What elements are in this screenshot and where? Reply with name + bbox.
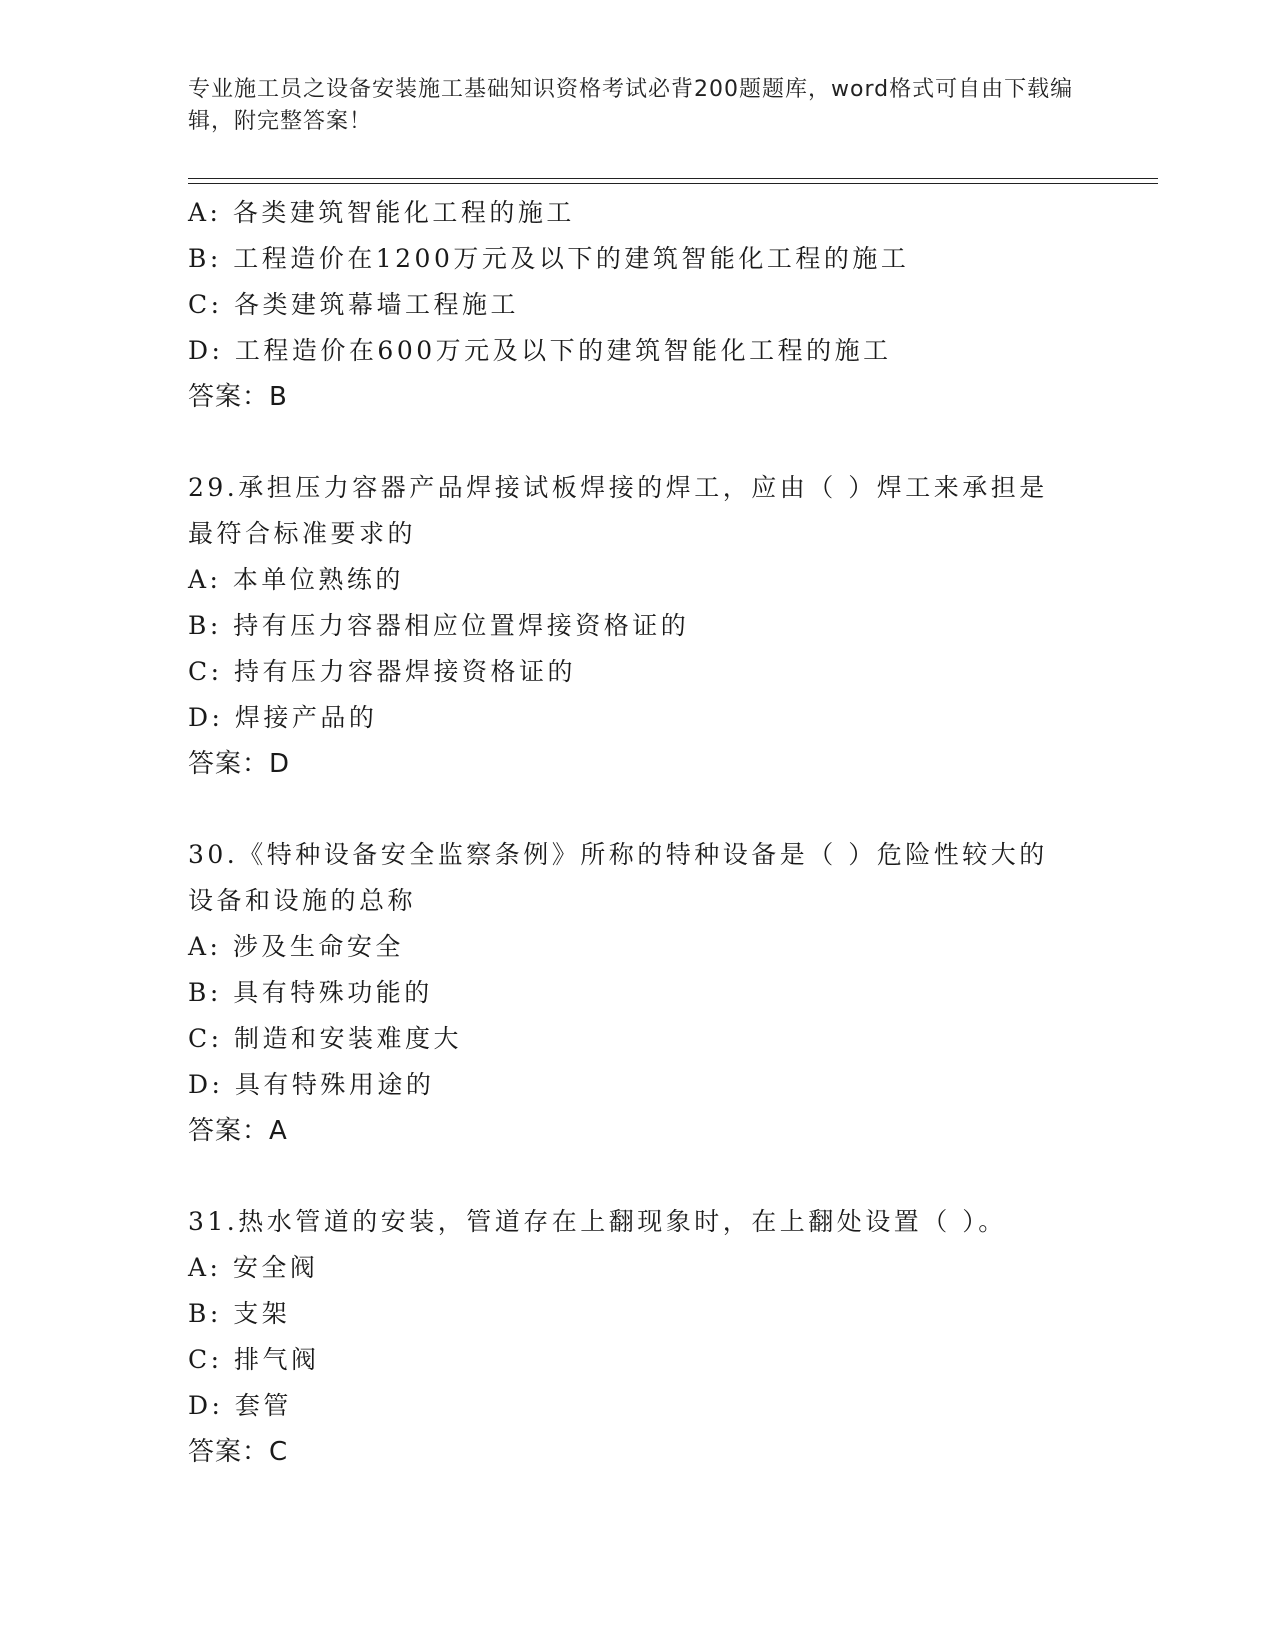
question-30 bbox=[188, 832, 1088, 1154]
option-a: A: 本单位熟练的 bbox=[188, 565, 404, 594]
question-28-continuation bbox=[188, 190, 1088, 420]
question-stem-line-1: 30.《特种设备安全监察条例》所称的特种设备是（ ）危险性较大的 bbox=[188, 840, 1048, 869]
header-divider-top bbox=[188, 178, 1158, 179]
option-b: B: 持有压力容器相应位置焊接资格证的 bbox=[188, 611, 690, 640]
option-d: D: 套管 bbox=[188, 1391, 292, 1420]
option-b: B: 工程造价在1200万元及以下的建筑智能化工程的施工 bbox=[188, 244, 910, 273]
option-c: C: 各类建筑幕墙工程施工 bbox=[188, 290, 519, 319]
option-a: A: 各类建筑智能化工程的施工 bbox=[188, 198, 575, 227]
question-stem-line-1: 29.承担压力容器产品焊接试板焊接的焊工，应由（ ）焊工来承担是 bbox=[188, 473, 1048, 502]
question-list bbox=[188, 190, 1088, 1475]
question-29 bbox=[188, 465, 1088, 787]
question-31 bbox=[188, 1199, 1088, 1475]
option-a: A: 安全阀 bbox=[188, 1253, 319, 1282]
question-stem-line-2: 最符合标准要求的 bbox=[188, 519, 417, 548]
document-header: 专业施工员之设备安装施工基础知识资格考试必背200题题库，word格式可自由下载编辑，附完整答案！ bbox=[188, 77, 1074, 134]
header-divider-bottom bbox=[188, 183, 1158, 184]
option-d: D: 具有特殊用途的 bbox=[188, 1070, 435, 1099]
option-b: B: 支架 bbox=[188, 1299, 291, 1328]
answer-line: 答案：C bbox=[188, 1437, 289, 1467]
option-b: B: 具有特殊功能的 bbox=[188, 978, 433, 1007]
answer-line: 答案：A bbox=[188, 1116, 288, 1146]
option-c: C: 排气阀 bbox=[188, 1345, 320, 1374]
option-d: D: 工程造价在600万元及以下的建筑智能化工程的施工 bbox=[188, 336, 892, 365]
option-d: D: 焊接产品的 bbox=[188, 703, 378, 732]
question-stem-line-2: 设备和设施的总称 bbox=[188, 886, 417, 915]
answer-line: 答案：D bbox=[188, 749, 291, 779]
option-a: A: 涉及生命安全 bbox=[188, 932, 404, 961]
answer-line: 答案：B bbox=[188, 382, 288, 412]
question-stem-line-1: 31.热水管道的安装，管道存在上翻现象时，在上翻处设置（ ）。 bbox=[188, 1207, 1007, 1236]
option-c: C: 制造和安装难度大 bbox=[188, 1024, 462, 1053]
option-c: C: 持有压力容器焊接资格证的 bbox=[188, 657, 576, 686]
